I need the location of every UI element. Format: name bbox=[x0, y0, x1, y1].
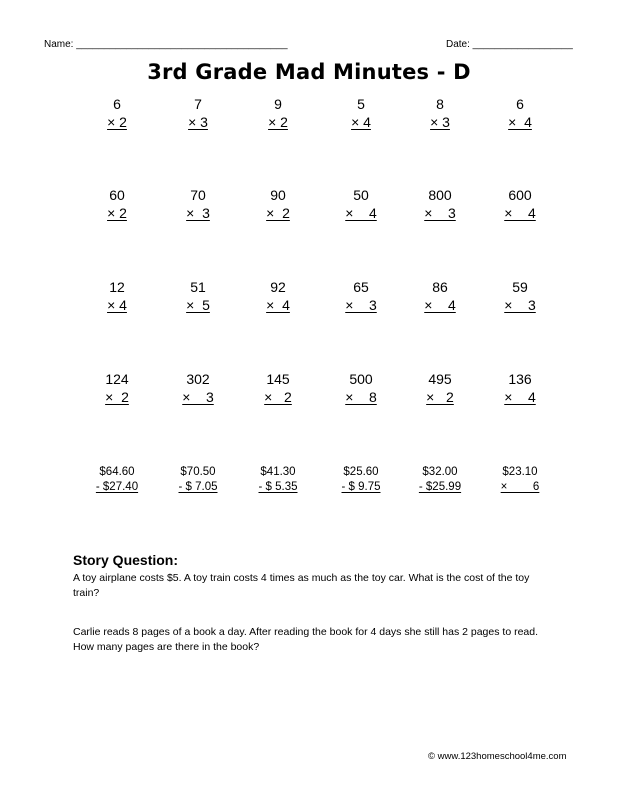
problem-operator-text: × 4 bbox=[504, 389, 536, 405]
problem-operator-line bbox=[238, 204, 318, 222]
problem-top-number: 8 bbox=[436, 96, 444, 112]
problem-operator-line bbox=[238, 113, 318, 131]
problem-operator-text: × 4 bbox=[266, 297, 290, 313]
problem-operator-line bbox=[400, 296, 480, 314]
problem bbox=[158, 186, 238, 222]
story-question-1: A toy airplane costs $5. A toy train costs 4 times as much as the toy car. What is the cost of the toy train? bbox=[73, 572, 530, 599]
problem bbox=[321, 186, 401, 222]
problem-operator-line bbox=[158, 296, 238, 314]
problem-top-number: $64.60 bbox=[99, 466, 135, 478]
problem-operator-line bbox=[158, 113, 238, 131]
problem-operator-line bbox=[480, 113, 560, 131]
problem-operator-line bbox=[77, 480, 157, 495]
problem-top-number: $32.00 bbox=[422, 466, 458, 478]
problem bbox=[400, 465, 480, 495]
problem-top-number: 600 bbox=[508, 187, 532, 203]
problem bbox=[77, 95, 157, 131]
problem-operator-line bbox=[480, 296, 560, 314]
problem bbox=[480, 95, 560, 131]
name-field-label: Name: ______________________________________ bbox=[44, 39, 288, 50]
problem bbox=[400, 278, 480, 314]
problem-top-number: $25.60 bbox=[343, 466, 379, 478]
problem-operator-text: × 4 bbox=[351, 114, 371, 130]
problem-operator-line bbox=[77, 113, 157, 131]
problem-top-number: 6 bbox=[516, 96, 524, 112]
problem-operator-text: × 2 bbox=[426, 389, 454, 405]
problem-operator-line bbox=[480, 480, 560, 495]
problem-operator-line bbox=[400, 480, 480, 495]
problem bbox=[321, 278, 401, 314]
problem-operator-text: × 3 bbox=[188, 114, 208, 130]
problem-top-number: 70 bbox=[190, 187, 206, 203]
problem-top-number: 302 bbox=[186, 371, 210, 387]
problem-operator-line bbox=[158, 480, 238, 495]
problem-operator-text: - $25.99 bbox=[418, 481, 462, 493]
problem-top-number: 92 bbox=[270, 279, 286, 295]
problem-top-number: 9 bbox=[274, 96, 282, 112]
problem bbox=[158, 278, 238, 314]
problem bbox=[480, 465, 560, 495]
problem-operator-line bbox=[321, 113, 401, 131]
problem-operator-line bbox=[400, 204, 480, 222]
problem-operator-text: × 5 bbox=[186, 297, 210, 313]
problem bbox=[321, 370, 401, 406]
footer-copyright: © www.123homeschool4me.com bbox=[428, 751, 567, 762]
problem bbox=[321, 95, 401, 131]
problem bbox=[480, 186, 560, 222]
story-question-2: Carlie reads 8 pages of a book a day. After reading the book for 4 days she still has 2 pages to read. How many pages are there in the book? bbox=[73, 626, 539, 653]
problem-top-number: 65 bbox=[353, 279, 369, 295]
problem-operator-text: - $27.40 bbox=[95, 481, 139, 493]
problem-top-number: 6 bbox=[113, 96, 121, 112]
problem bbox=[238, 95, 318, 131]
problem bbox=[238, 465, 318, 495]
problem bbox=[238, 186, 318, 222]
problem-operator-text: × 2 bbox=[264, 389, 292, 405]
problem-operator-text: × 4 bbox=[424, 297, 456, 313]
problem bbox=[158, 465, 238, 495]
problem-operator-line bbox=[321, 296, 401, 314]
problem bbox=[158, 95, 238, 131]
problem-top-number: 7 bbox=[194, 96, 202, 112]
problem-operator-line bbox=[321, 204, 401, 222]
problem bbox=[77, 186, 157, 222]
problem-operator-line bbox=[400, 113, 480, 131]
problem bbox=[480, 278, 560, 314]
problem-operator-line bbox=[77, 204, 157, 222]
problem-operator-text: × 2 bbox=[107, 114, 127, 130]
problem bbox=[77, 465, 157, 495]
problem-top-number: $70.50 bbox=[180, 466, 216, 478]
problem bbox=[480, 370, 560, 406]
problem bbox=[400, 370, 480, 406]
problem bbox=[158, 370, 238, 406]
problem-operator-line bbox=[77, 296, 157, 314]
problem-operator-line bbox=[238, 480, 318, 495]
problem-operator-text: × 4 bbox=[107, 297, 127, 313]
problem-operator-text: - $ 5.35 bbox=[258, 481, 298, 493]
problem-operator-text: × 2 bbox=[266, 205, 290, 221]
problem-operator-text: × 3 bbox=[345, 297, 377, 313]
problem-top-number: 800 bbox=[428, 187, 452, 203]
problem-top-number: 51 bbox=[190, 279, 206, 295]
problem bbox=[238, 370, 318, 406]
problem-top-number: 60 bbox=[109, 187, 125, 203]
problem-operator-text: × 8 bbox=[345, 389, 377, 405]
problem bbox=[400, 95, 480, 131]
problem bbox=[321, 465, 401, 495]
problem-operator-line bbox=[158, 388, 238, 406]
problem-operator-text: × 2 bbox=[268, 114, 288, 130]
problem-operator-text: × 4 bbox=[508, 114, 532, 130]
problem-top-number: 495 bbox=[428, 371, 452, 387]
problem bbox=[238, 278, 318, 314]
problem-operator-text: × 3 bbox=[186, 205, 210, 221]
problem-operator-text: × 3 bbox=[424, 205, 456, 221]
problem-top-number: 5 bbox=[357, 96, 365, 112]
problem-top-number: 50 bbox=[353, 187, 369, 203]
problem-top-number: 59 bbox=[512, 279, 528, 295]
problem-operator-line bbox=[400, 388, 480, 406]
problem bbox=[400, 186, 480, 222]
problem-top-number: 124 bbox=[105, 371, 129, 387]
problem-operator-text: × 3 bbox=[430, 114, 450, 130]
problem-top-number: 136 bbox=[508, 371, 532, 387]
problem-operator-text: × 4 bbox=[504, 205, 536, 221]
problem-operator-text: × 2 bbox=[107, 205, 127, 221]
problem-operator-line bbox=[77, 388, 157, 406]
problem-operator-line bbox=[321, 388, 401, 406]
problem-top-number: $23.10 bbox=[502, 466, 538, 478]
problem-top-number: 86 bbox=[432, 279, 448, 295]
problem-top-number: 90 bbox=[270, 187, 286, 203]
problem-operator-line bbox=[238, 388, 318, 406]
problem-top-number: 145 bbox=[266, 371, 290, 387]
problem-operator-line bbox=[238, 296, 318, 314]
problem-operator-text: × 3 bbox=[182, 389, 214, 405]
problem-top-number: $41.30 bbox=[260, 466, 296, 478]
problem bbox=[77, 278, 157, 314]
problem bbox=[77, 370, 157, 406]
problem-operator-line bbox=[158, 204, 238, 222]
problem-operator-line bbox=[321, 480, 401, 495]
problem-top-number: 12 bbox=[109, 279, 125, 295]
problem-operator-text: × 4 bbox=[345, 205, 377, 221]
problem-operator-text: × 3 bbox=[504, 297, 536, 313]
problem-operator-text: - $ 9.75 bbox=[341, 481, 381, 493]
problem-operator-line bbox=[480, 204, 560, 222]
problem-operator-line bbox=[480, 388, 560, 406]
problem-top-number: 500 bbox=[349, 371, 373, 387]
page-title: 3rd Grade Mad Minutes - D bbox=[147, 60, 471, 84]
problem-operator-text: - $ 7.05 bbox=[178, 481, 218, 493]
story-heading: Story Question: bbox=[73, 552, 179, 568]
date-field-label: Date: __________________ bbox=[446, 39, 573, 50]
problem-operator-text: × 2 bbox=[105, 389, 129, 405]
problem-operator-text: × 6 bbox=[500, 481, 540, 493]
